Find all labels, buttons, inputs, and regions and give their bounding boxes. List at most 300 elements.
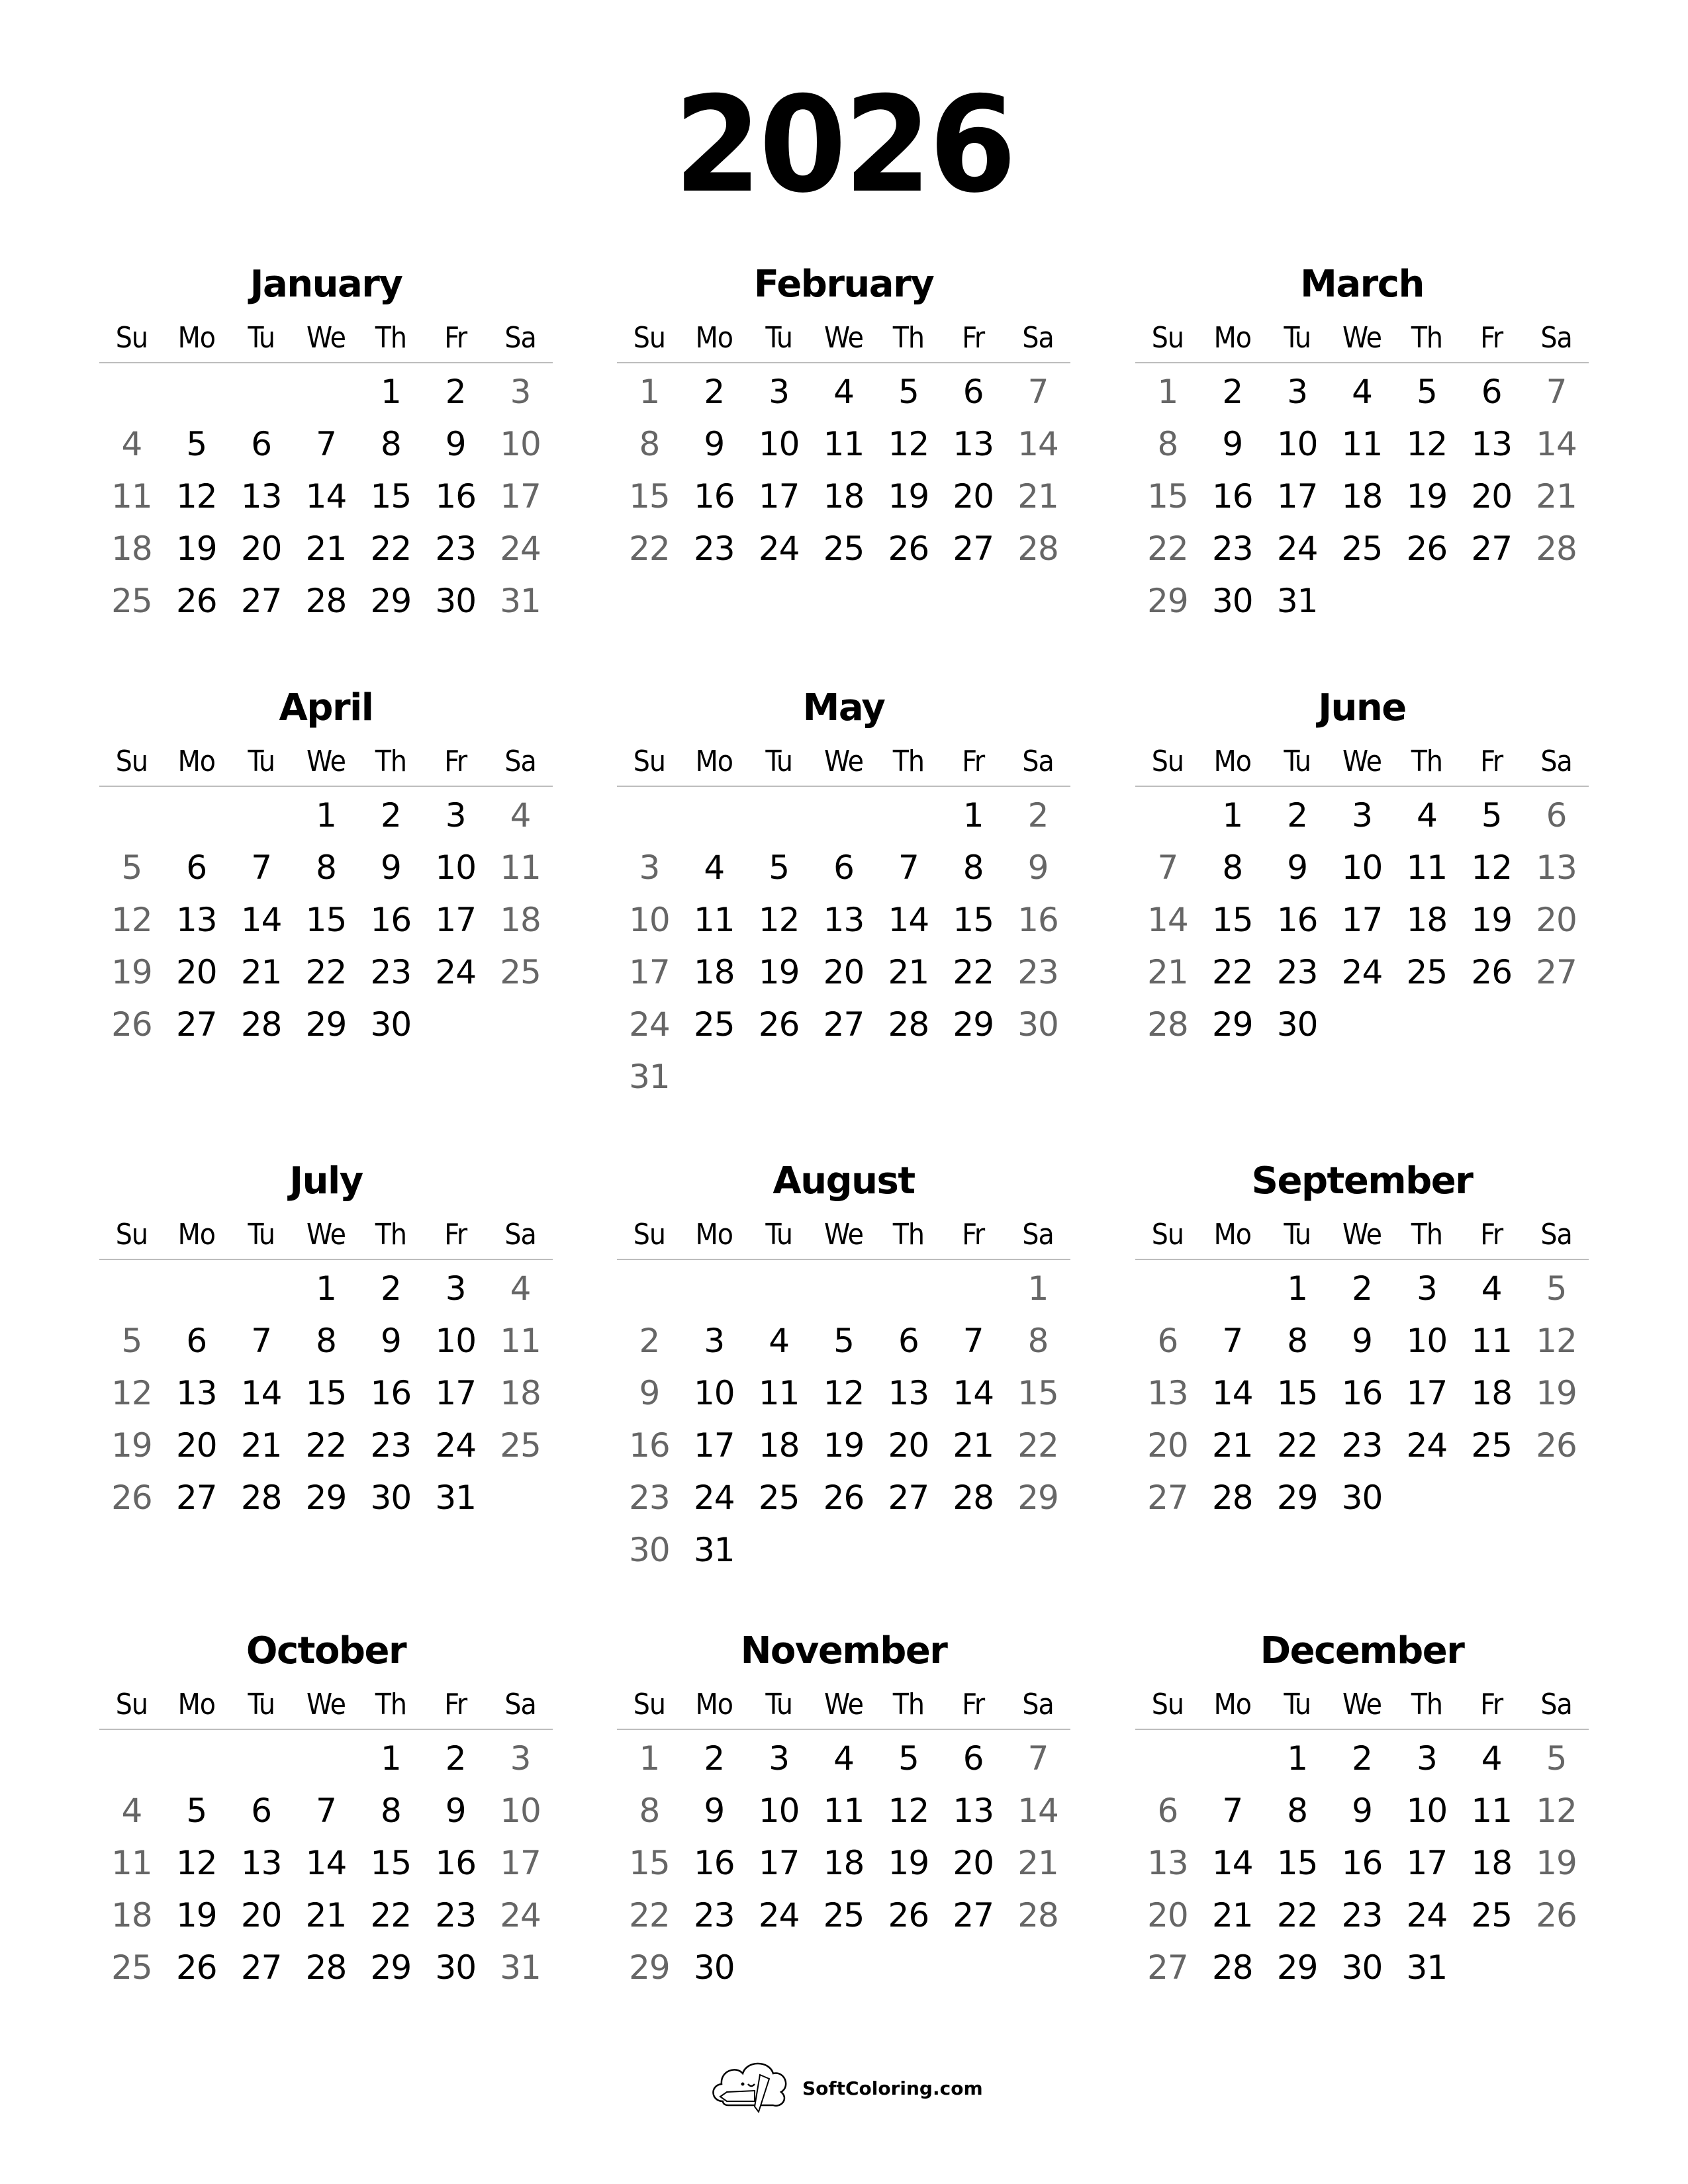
day-cell: 27 xyxy=(953,1896,994,1934)
empty-cell xyxy=(229,1263,294,1315)
day-cell: 28 xyxy=(1017,1896,1058,1934)
month-title: April xyxy=(279,686,373,729)
weekday-label: We xyxy=(824,745,863,778)
day-cell: 29 xyxy=(370,582,412,620)
day-cell: 15 xyxy=(305,901,347,939)
empty-cell xyxy=(164,1733,229,1785)
day-cell: 15 xyxy=(370,1844,412,1882)
day-cell: 8 xyxy=(639,1792,660,1830)
weekday-label: Fr xyxy=(444,1688,467,1721)
month-march xyxy=(1135,261,1589,627)
day-cell: 30 xyxy=(1211,582,1253,620)
weekday-label: Tu xyxy=(765,321,792,355)
empty-cell xyxy=(1135,790,1200,842)
day-cell: 7 xyxy=(1222,1792,1243,1830)
month-february xyxy=(617,261,1070,575)
weekday-label: Sa xyxy=(504,1218,536,1251)
brand-text: SoftColoring.com xyxy=(802,2077,983,2099)
day-cell: 6 xyxy=(1546,796,1567,835)
day-cell: 31 xyxy=(693,1531,735,1569)
day-cell: 4 xyxy=(833,1739,854,1778)
day-cell: 9 xyxy=(639,1374,660,1412)
weekday-label: Su xyxy=(1151,1688,1184,1721)
weekday-label: Mo xyxy=(1213,745,1251,778)
day-cell: 29 xyxy=(629,1948,670,1987)
weekday-header xyxy=(99,320,553,363)
empty-cell xyxy=(229,790,294,842)
day-cell: 1 xyxy=(639,1739,660,1778)
day-cell: 30 xyxy=(1341,1948,1383,1987)
day-cell: 6 xyxy=(251,1792,272,1830)
day-cell: 23 xyxy=(1211,529,1253,568)
day-cell: 27 xyxy=(1147,1479,1188,1517)
weekday-label: Sa xyxy=(1540,1218,1572,1251)
day-cell: 3 xyxy=(1416,1269,1437,1308)
month-april xyxy=(99,685,553,1051)
day-cell: 3 xyxy=(769,1739,790,1778)
empty-cell xyxy=(1200,1733,1265,1785)
weekday-header xyxy=(1135,320,1589,363)
day-cell: 15 xyxy=(629,477,670,516)
weekday-header xyxy=(617,743,1070,787)
day-cell: 1 xyxy=(380,1739,401,1778)
day-grid xyxy=(617,1263,1070,1576)
day-cell: 21 xyxy=(1017,1844,1058,1882)
day-cell: 27 xyxy=(1536,953,1577,991)
day-cell: 5 xyxy=(1546,1739,1567,1778)
day-cell: 9 xyxy=(1287,848,1308,887)
day-cell: 2 xyxy=(1352,1739,1372,1778)
day-cell: 10 xyxy=(1406,1322,1448,1360)
day-cell: 22 xyxy=(1276,1896,1318,1934)
day-cell: 5 xyxy=(898,1739,919,1778)
day-cell: 12 xyxy=(758,901,800,939)
day-cell: 28 xyxy=(1147,1005,1188,1044)
day-cell: 13 xyxy=(1147,1374,1188,1412)
month-november xyxy=(617,1628,1070,1994)
weekday-header xyxy=(99,1216,553,1260)
day-cell: 19 xyxy=(888,1844,929,1882)
day-cell: 9 xyxy=(1222,425,1243,463)
day-cell: 12 xyxy=(111,901,152,939)
weekday-label: Su xyxy=(633,321,666,355)
day-cell: 19 xyxy=(888,477,929,516)
month-title: March xyxy=(1300,263,1424,306)
weekday-label: Sa xyxy=(1540,745,1572,778)
day-grid xyxy=(1135,1733,1589,1994)
day-cell: 26 xyxy=(823,1479,865,1517)
day-cell: 28 xyxy=(888,1005,929,1044)
day-cell: 17 xyxy=(435,1374,477,1412)
day-cell: 7 xyxy=(316,425,336,463)
day-cell: 27 xyxy=(888,1479,929,1517)
weekday-label: Th xyxy=(892,1218,924,1251)
day-cell: 1 xyxy=(962,796,984,835)
empty-cell xyxy=(1135,1733,1200,1785)
day-cell: 1 xyxy=(639,373,660,411)
day-cell: 6 xyxy=(1157,1322,1178,1360)
day-cell: 12 xyxy=(1536,1322,1577,1360)
day-cell: 11 xyxy=(693,901,735,939)
day-cell: 13 xyxy=(240,477,282,516)
empty-cell xyxy=(99,790,164,842)
weekday-label: Fr xyxy=(444,321,467,355)
day-cell: 13 xyxy=(175,1374,217,1412)
day-cell: 24 xyxy=(435,953,477,991)
empty-cell xyxy=(99,1263,164,1315)
day-cell: 15 xyxy=(1017,1374,1058,1412)
day-cell: 3 xyxy=(1287,373,1308,411)
day-cell: 27 xyxy=(240,582,282,620)
day-grid xyxy=(1135,1263,1589,1524)
day-cell: 17 xyxy=(1341,901,1383,939)
day-cell: 22 xyxy=(370,529,412,568)
weekday-label: Sa xyxy=(1540,321,1572,355)
day-cell: 21 xyxy=(1211,1426,1253,1465)
day-cell: 26 xyxy=(1406,529,1448,568)
day-cell: 25 xyxy=(111,1948,152,1987)
month-title: May xyxy=(802,686,885,729)
day-cell: 16 xyxy=(370,1374,412,1412)
weekday-label: We xyxy=(306,321,346,355)
day-cell: 19 xyxy=(1471,901,1513,939)
weekday-label: Th xyxy=(1411,1688,1442,1721)
day-cell: 24 xyxy=(1276,529,1318,568)
day-cell: 27 xyxy=(953,529,994,568)
day-cell: 23 xyxy=(370,1426,412,1465)
month-june xyxy=(1135,685,1589,1051)
day-cell: 19 xyxy=(1406,477,1448,516)
day-grid xyxy=(1135,366,1589,627)
day-cell: 1 xyxy=(380,373,401,411)
day-grid xyxy=(99,1263,553,1524)
day-cell: 22 xyxy=(305,1426,347,1465)
day-cell: 11 xyxy=(758,1374,800,1412)
day-cell: 18 xyxy=(500,1374,541,1412)
month-title: December xyxy=(1260,1629,1464,1672)
weekday-label: Sa xyxy=(504,321,536,355)
day-cell: 24 xyxy=(1406,1426,1448,1465)
day-cell: 22 xyxy=(305,953,347,991)
day-cell: 5 xyxy=(186,425,207,463)
day-cell: 24 xyxy=(500,1896,541,1934)
day-cell: 4 xyxy=(704,848,725,887)
day-cell: 14 xyxy=(240,1374,282,1412)
day-cell: 8 xyxy=(1157,425,1178,463)
day-cell: 20 xyxy=(175,1426,217,1465)
day-cell: 18 xyxy=(1406,901,1448,939)
weekday-label: Su xyxy=(1151,321,1184,355)
day-cell: 21 xyxy=(240,1426,282,1465)
day-cell: 2 xyxy=(639,1322,660,1360)
day-cell: 29 xyxy=(305,1005,347,1044)
day-cell: 2 xyxy=(380,796,401,835)
day-cell: 9 xyxy=(445,425,466,463)
day-cell: 31 xyxy=(435,1479,477,1517)
day-cell: 25 xyxy=(1341,529,1383,568)
day-cell: 27 xyxy=(823,1005,865,1044)
day-cell: 10 xyxy=(500,425,541,463)
day-cell: 9 xyxy=(1027,848,1049,887)
day-cell: 14 xyxy=(1536,425,1577,463)
day-cell: 1 xyxy=(1287,1739,1308,1778)
weekday-label: Mo xyxy=(177,1218,215,1251)
day-grid xyxy=(617,1733,1070,1994)
day-cell: 28 xyxy=(1211,1479,1253,1517)
day-cell: 22 xyxy=(1276,1426,1318,1465)
day-cell: 6 xyxy=(833,848,854,887)
weekday-label: Th xyxy=(1411,745,1442,778)
weekday-label: Th xyxy=(1411,1218,1442,1251)
day-cell: 4 xyxy=(121,425,142,463)
day-cell: 9 xyxy=(445,1792,466,1830)
day-cell: 25 xyxy=(758,1479,800,1517)
day-cell: 11 xyxy=(111,477,152,516)
day-cell: 25 xyxy=(111,582,152,620)
day-cell: 16 xyxy=(1341,1844,1383,1882)
weekday-label: Fr xyxy=(962,321,985,355)
day-cell: 30 xyxy=(435,582,477,620)
day-cell: 4 xyxy=(769,1322,790,1360)
empty-cell xyxy=(941,1263,1006,1315)
day-cell: 27 xyxy=(240,1948,282,1987)
day-cell: 12 xyxy=(175,1844,217,1882)
day-cell: 20 xyxy=(953,1844,994,1882)
day-cell: 4 xyxy=(833,373,854,411)
day-cell: 21 xyxy=(888,953,929,991)
day-cell: 2 xyxy=(704,373,725,411)
day-cell: 18 xyxy=(823,1844,865,1882)
day-cell: 17 xyxy=(693,1426,735,1465)
year-title: 2026 xyxy=(674,68,1014,222)
empty-cell xyxy=(682,1263,747,1315)
day-cell: 20 xyxy=(888,1426,929,1465)
day-cell: 15 xyxy=(1276,1374,1318,1412)
day-cell: 2 xyxy=(704,1739,725,1778)
day-cell: 5 xyxy=(1546,1269,1567,1308)
weekday-label: Su xyxy=(633,1688,666,1721)
day-cell: 20 xyxy=(1536,901,1577,939)
empty-cell xyxy=(812,1263,876,1315)
day-cell: 3 xyxy=(639,848,660,887)
day-cell: 6 xyxy=(898,1322,919,1360)
day-cell: 14 xyxy=(240,901,282,939)
day-cell: 22 xyxy=(370,1896,412,1934)
day-cell: 2 xyxy=(1027,796,1049,835)
day-cell: 3 xyxy=(1352,796,1372,835)
weekday-label: Tu xyxy=(1284,745,1311,778)
weekday-label: Su xyxy=(115,745,148,778)
day-cell: 21 xyxy=(1211,1896,1253,1934)
weekday-label: Th xyxy=(892,321,924,355)
weekday-label: Fr xyxy=(1480,321,1503,355)
day-cell: 9 xyxy=(1352,1322,1372,1360)
weekday-label: Th xyxy=(375,1218,406,1251)
day-cell: 18 xyxy=(1471,1844,1513,1882)
day-cell: 15 xyxy=(953,901,994,939)
day-cell: 17 xyxy=(629,953,670,991)
day-cell: 23 xyxy=(693,529,735,568)
day-cell: 26 xyxy=(888,1896,929,1934)
day-cell: 23 xyxy=(1276,953,1318,991)
day-cell: 30 xyxy=(629,1531,670,1569)
day-cell: 11 xyxy=(823,1792,865,1830)
day-cell: 26 xyxy=(888,529,929,568)
day-cell: 22 xyxy=(953,953,994,991)
day-cell: 4 xyxy=(1481,1269,1502,1308)
day-cell: 3 xyxy=(510,373,531,411)
day-cell: 7 xyxy=(316,1792,336,1830)
weekday-label: Mo xyxy=(695,1688,733,1721)
weekday-label: Mo xyxy=(177,1688,215,1721)
empty-cell xyxy=(682,790,747,842)
day-cell: 29 xyxy=(1276,1948,1318,1987)
day-cell: 19 xyxy=(1536,1844,1577,1882)
day-cell: 30 xyxy=(370,1479,412,1517)
day-cell: 25 xyxy=(693,1005,735,1044)
day-cell: 28 xyxy=(305,582,347,620)
day-cell: 12 xyxy=(111,1374,152,1412)
day-cell: 27 xyxy=(1471,529,1513,568)
day-cell: 8 xyxy=(380,425,401,463)
month-title: February xyxy=(753,263,934,306)
weekday-label: Mo xyxy=(1213,1688,1251,1721)
day-cell: 9 xyxy=(1352,1792,1372,1830)
weekday-label: Su xyxy=(115,1218,148,1251)
day-grid xyxy=(617,366,1070,575)
day-cell: 17 xyxy=(758,1844,800,1882)
day-cell: 8 xyxy=(1222,848,1243,887)
weekday-label: Th xyxy=(1411,321,1442,355)
day-grid xyxy=(617,790,1070,1103)
day-cell: 10 xyxy=(435,1322,477,1360)
month-august xyxy=(617,1158,1070,1576)
day-cell: 14 xyxy=(1017,1792,1058,1830)
day-cell: 23 xyxy=(435,529,477,568)
day-cell: 21 xyxy=(953,1426,994,1465)
day-cell: 16 xyxy=(693,477,735,516)
weekday-label: We xyxy=(824,1218,863,1251)
day-cell: 6 xyxy=(962,373,984,411)
weekday-label: Mo xyxy=(177,321,215,355)
day-cell: 23 xyxy=(1341,1896,1383,1934)
weekday-header xyxy=(1135,1686,1589,1730)
day-cell: 28 xyxy=(1017,529,1058,568)
weekday-label: We xyxy=(824,1688,863,1721)
day-cell: 7 xyxy=(251,1322,272,1360)
day-cell: 10 xyxy=(1276,425,1318,463)
day-cell: 29 xyxy=(370,1948,412,1987)
weekday-label: Fr xyxy=(1480,1218,1503,1251)
weekday-label: Fr xyxy=(444,745,467,778)
day-cell: 24 xyxy=(1406,1896,1448,1934)
day-cell: 29 xyxy=(1276,1479,1318,1517)
day-cell: 16 xyxy=(693,1844,735,1882)
day-cell: 17 xyxy=(500,1844,541,1882)
day-cell: 30 xyxy=(435,1948,477,1987)
month-title: September xyxy=(1251,1160,1473,1203)
weekday-label: Su xyxy=(1151,1218,1184,1251)
weekday-label: Th xyxy=(375,321,406,355)
day-cell: 1 xyxy=(316,796,336,835)
weekday-label: Su xyxy=(633,1218,666,1251)
day-cell: 16 xyxy=(370,901,412,939)
day-cell: 10 xyxy=(1406,1792,1448,1830)
weekday-label: Tu xyxy=(248,1218,275,1251)
day-cell: 9 xyxy=(704,425,725,463)
weekday-label: Su xyxy=(115,1688,148,1721)
day-cell: 8 xyxy=(1027,1322,1049,1360)
day-cell: 3 xyxy=(769,373,790,411)
weekday-label: Mo xyxy=(695,321,733,355)
day-cell: 8 xyxy=(962,848,984,887)
day-grid xyxy=(1135,790,1589,1051)
day-cell: 13 xyxy=(953,425,994,463)
day-cell: 28 xyxy=(953,1479,994,1517)
day-cell: 12 xyxy=(175,477,217,516)
day-cell: 16 xyxy=(1211,477,1253,516)
day-cell: 2 xyxy=(445,373,466,411)
month-september xyxy=(1135,1158,1589,1524)
day-cell: 12 xyxy=(1536,1792,1577,1830)
day-cell: 7 xyxy=(1027,373,1049,411)
day-grid xyxy=(99,366,553,627)
day-cell: 7 xyxy=(251,848,272,887)
day-cell: 1 xyxy=(1157,373,1178,411)
weekday-label: Fr xyxy=(1480,745,1503,778)
day-cell: 11 xyxy=(500,1322,541,1360)
weekday-label: Tu xyxy=(1284,1688,1311,1721)
weekday-label: We xyxy=(306,1688,346,1721)
weekday-label: Mo xyxy=(695,1218,733,1251)
day-cell: 26 xyxy=(758,1005,800,1044)
day-cell: 1 xyxy=(1222,796,1243,835)
day-cell: 30 xyxy=(1341,1479,1383,1517)
weekday-label: We xyxy=(1342,321,1382,355)
day-cell: 5 xyxy=(121,1322,142,1360)
day-cell: 29 xyxy=(953,1005,994,1044)
day-cell: 2 xyxy=(1287,796,1308,835)
day-cell: 6 xyxy=(186,848,207,887)
day-cell: 28 xyxy=(240,1479,282,1517)
empty-cell xyxy=(229,1733,294,1785)
weekday-label: Sa xyxy=(1540,1688,1572,1721)
day-cell: 25 xyxy=(1471,1426,1513,1465)
day-cell: 3 xyxy=(510,1739,531,1778)
day-cell: 18 xyxy=(1471,1374,1513,1412)
empty-cell xyxy=(617,1263,682,1315)
day-cell: 8 xyxy=(639,425,660,463)
weekday-header xyxy=(1135,743,1589,787)
cloud-pencil-icon xyxy=(708,2055,794,2122)
month-title: November xyxy=(740,1629,947,1672)
empty-cell xyxy=(1135,1263,1200,1315)
day-cell: 7 xyxy=(1027,1739,1049,1778)
day-cell: 31 xyxy=(500,1948,541,1987)
day-cell: 18 xyxy=(693,953,735,991)
empty-cell xyxy=(747,1263,812,1315)
day-cell: 11 xyxy=(1471,1322,1513,1360)
weekday-label: Th xyxy=(375,1688,406,1721)
day-cell: 8 xyxy=(1287,1322,1308,1360)
day-cell: 15 xyxy=(1276,1844,1318,1882)
weekday-label: Th xyxy=(892,745,924,778)
day-cell: 31 xyxy=(1406,1948,1448,1987)
empty-cell xyxy=(99,1733,164,1785)
day-cell: 30 xyxy=(1276,1005,1318,1044)
day-cell: 2 xyxy=(1352,1269,1372,1308)
day-cell: 25 xyxy=(500,953,541,991)
